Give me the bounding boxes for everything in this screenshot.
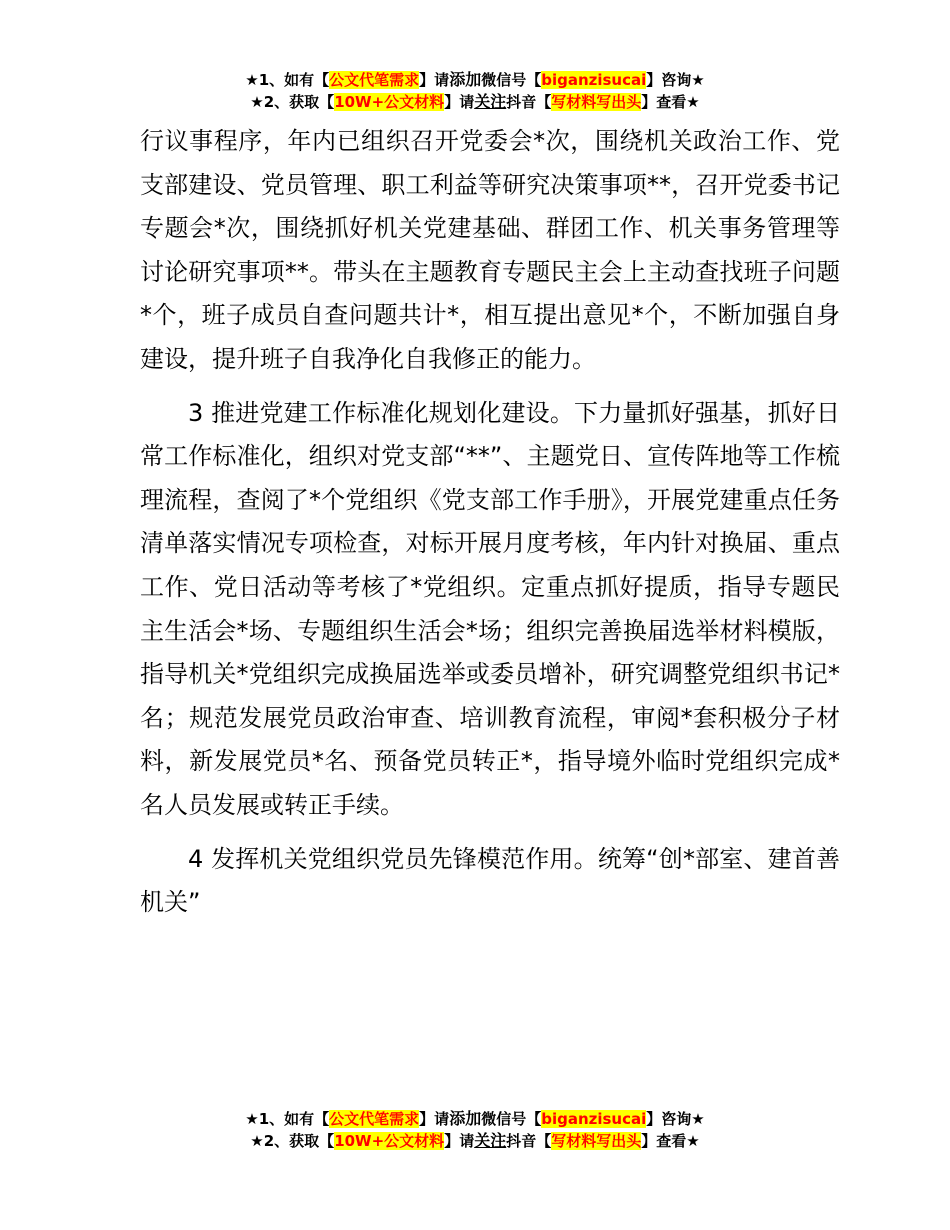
banner-emphasis: 添加: [449, 70, 482, 89]
banner-highlight: biganzisucai: [541, 1110, 647, 1128]
banner-emphasis: 关注: [474, 1131, 507, 1150]
banner-text: 抖音【: [506, 93, 552, 111]
banner-line-2: [0, 1130, 950, 1152]
banner-text: 】查看★: [641, 93, 700, 111]
banner-text: 抖音【: [506, 1132, 552, 1150]
header-banner: [0, 69, 950, 113]
banner-highlight: 10W+公文材料: [334, 93, 445, 111]
banner-text: ★2、获取【: [250, 93, 335, 111]
banner-line-2: [0, 91, 950, 113]
banner-emphasis: 关注: [474, 92, 507, 111]
banner-text: 微信号【: [481, 71, 542, 89]
banner-text: 】查看★: [641, 1132, 700, 1150]
banner-text: 】请: [419, 71, 450, 89]
banner-highlight: 写材料写出头: [551, 1132, 642, 1150]
paragraph: 3 推进党建工作标准化规划化建设。下力量抓好强基，抓好日常工作标准化，组织对党支部“**”、主题党日、宣传阵地等工作梳理流程，查阅了*个党组织《党支部工作手册》，开展党建重点任务清单落实情况专项检查，对标开展月度考核，年内针对换届、重点工作、党日活动等考核了*党组织。定重点抓好提质，指导专题民主生活会*场、专题组织生活会*场；组织完善换届选举材料模版，指导机关*党组织完成换届选举或委员增补，研究调整党组织书记*名；规范发展党员政治审查、培训教育流程，审阅*套积极分子材料，新发展党员*名、预备党员转正*，指导境外临时党组织完成*名人员发展或转正手续。: [140, 398, 840, 819]
banner-emphasis: 添加: [449, 1109, 482, 1128]
banner-highlight: 10W+公文材料: [334, 1132, 445, 1150]
banner-text: 】咨询★: [646, 1110, 705, 1128]
banner-highlight: 公文代笔需求: [329, 71, 420, 89]
banner-text: 】请: [419, 1110, 450, 1128]
banner-highlight: 公文代笔需求: [329, 1110, 420, 1128]
footer-banner: [0, 1108, 950, 1152]
paragraph: 行议事程序，年内已组织召开党委会*次，围绕机关政治工作、党支部建设、党员管理、职工利益等研究决策事项**，召开党委书记专题会*次，围绕抓好机关党建基础、群团工作、机关事务管理等讨论研究事项**。带头在主题教育专题民主会上主动查找班子问题*个，班子成员自查问题共计*，相互提出意见*个，不断加强自身建设，提升班子自我净化自我修正的能力。: [140, 127, 840, 373]
banner-line-1: [0, 1108, 950, 1130]
banner-highlight: 写材料写出头: [551, 93, 642, 111]
banner-text: 微信号【: [481, 1110, 542, 1128]
banner-text: ★1、如有【: [245, 1110, 330, 1128]
paragraph: 4 发挥机关党组织党员先锋模范作用。统筹“创*部室、建首善机关”: [140, 844, 840, 917]
banner-line-1: [0, 69, 950, 91]
banner-highlight: biganzisucai: [541, 71, 647, 89]
banner-text: ★1、如有【: [245, 71, 330, 89]
banner-text: 】请: [444, 93, 475, 111]
document-body: [140, 120, 840, 925]
banner-text: ★2、获取【: [250, 1132, 335, 1150]
banner-text: 】请: [444, 1132, 475, 1150]
banner-text: 】咨询★: [646, 71, 705, 89]
